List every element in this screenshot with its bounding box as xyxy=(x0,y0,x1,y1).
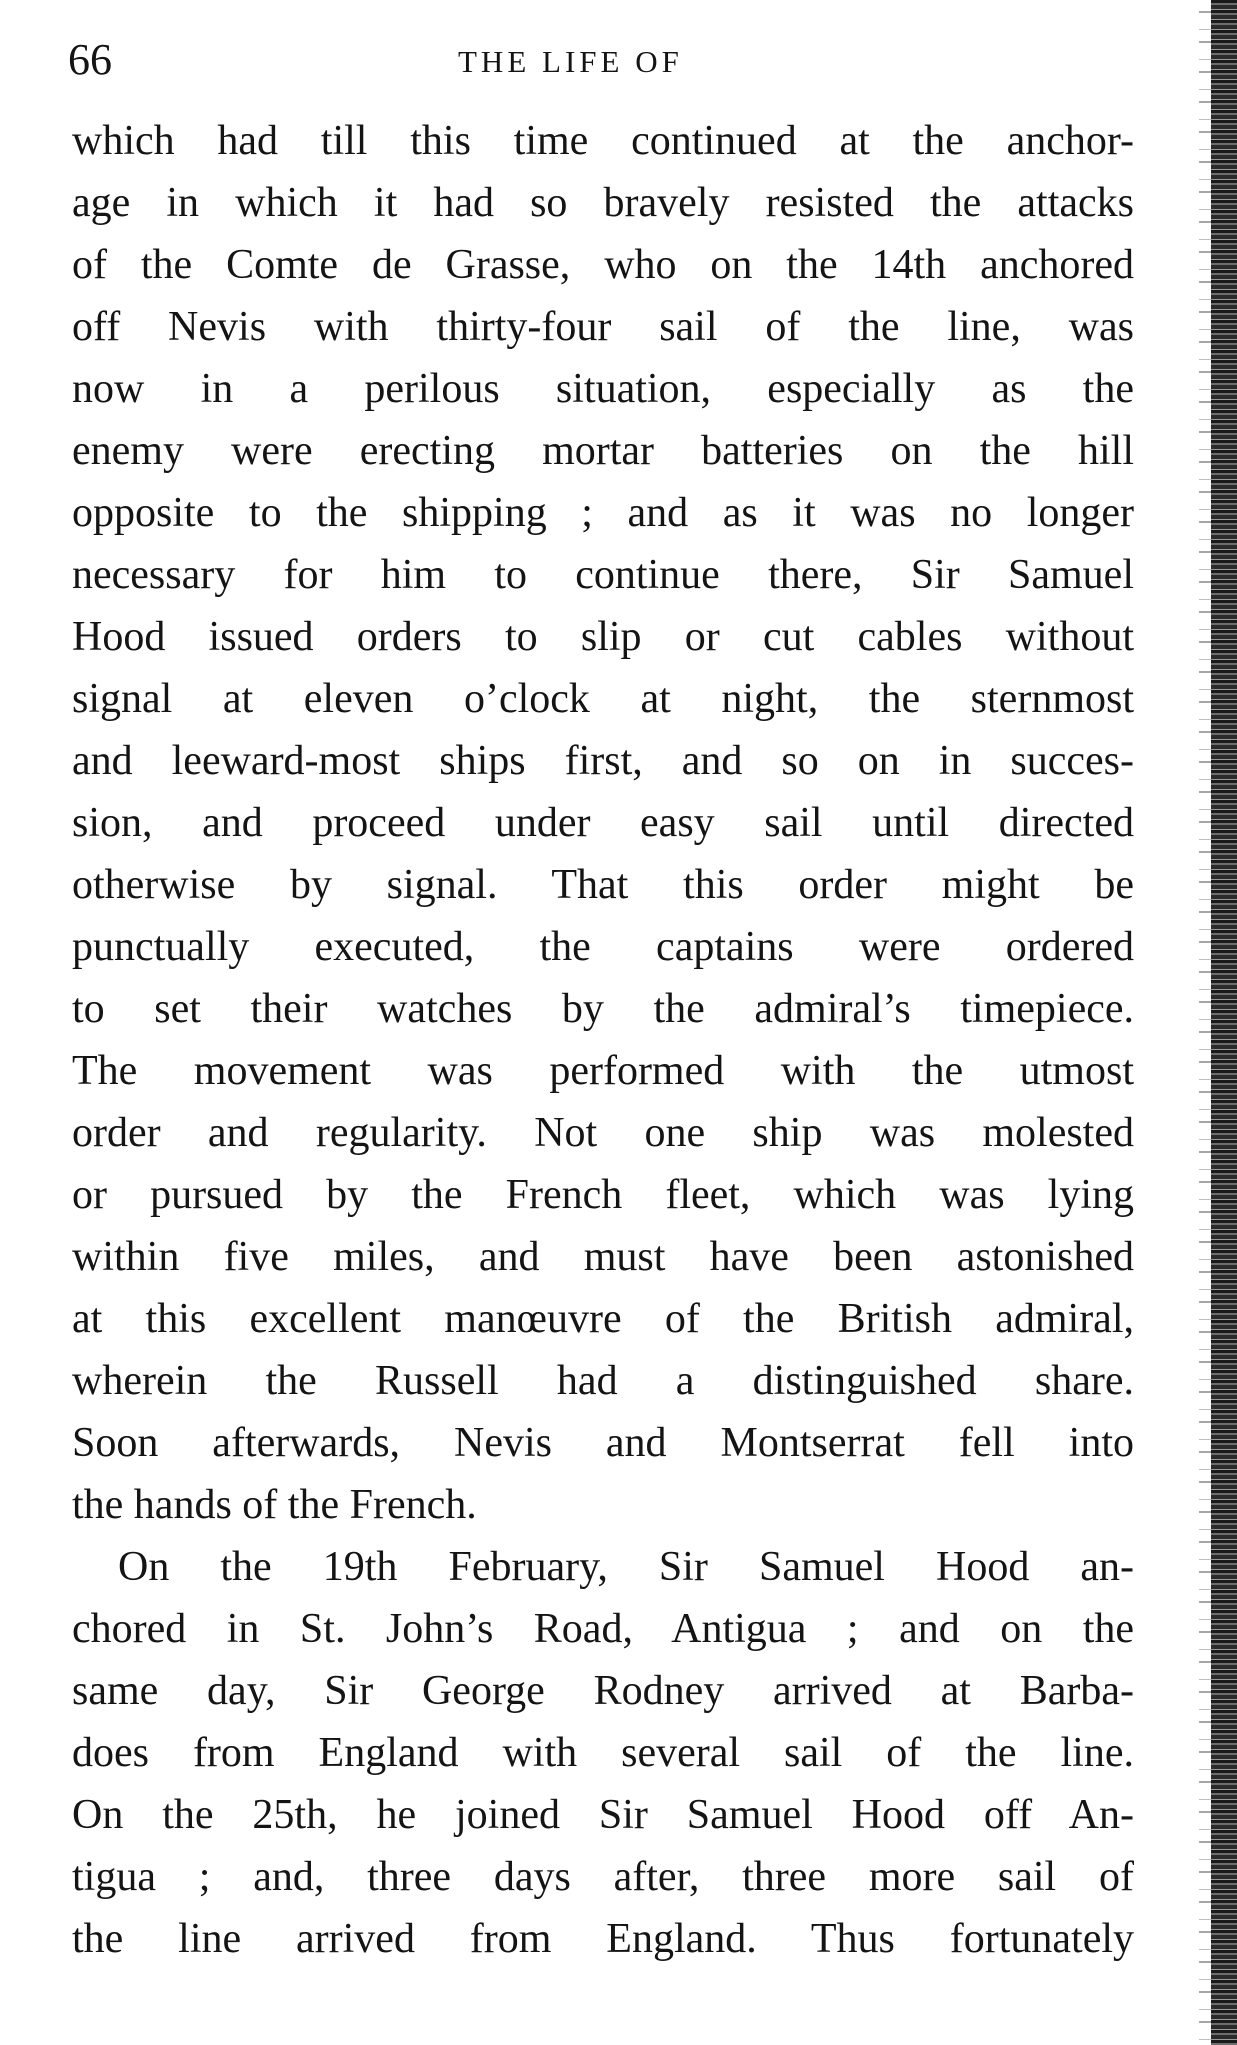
text-line: chored in St. John’s Road, Antigua ; and on the xyxy=(72,1606,1134,1652)
text-line: On the 25th, he joined Sir Samuel Hood off An- xyxy=(72,1792,1134,1838)
page-edge-shadow xyxy=(1211,0,1237,2045)
text-line: order and regularity. Not one ship was molested xyxy=(72,1110,1134,1156)
page-number: 66 xyxy=(68,35,112,84)
paragraph-start-line: On the 19th February, Sir Samuel Hood an- xyxy=(118,1544,1134,1590)
text-line: opposite to the shipping ; and as it was no longer xyxy=(72,490,1134,536)
text-line: at this excellent manœuvre of the British admiral, xyxy=(72,1296,1134,1342)
text-line: tigua ; and, three days after, three more sail of xyxy=(72,1854,1134,1900)
text-line: The movement was performed with the utmost xyxy=(72,1048,1134,1094)
running-title: THE LIFE OF xyxy=(458,44,683,79)
text-line: to set their watches by the admiral’s timepiece. xyxy=(72,986,1134,1032)
text-line: punctually executed, the captains were ordered xyxy=(72,924,1134,970)
text-line: the line arrived from England. Thus fortunately xyxy=(72,1916,1134,1962)
text-line: which had till this time continued at the anchor- xyxy=(72,118,1134,164)
text-line: wherein the Russell had a distinguished share. xyxy=(72,1358,1134,1404)
text-line: of the Comte de Grasse, who on the 14th anchored xyxy=(72,242,1134,288)
text-line: signal at eleven o’clock at night, the sternmost xyxy=(72,676,1134,722)
text-line: does from England with several sail of the line. xyxy=(72,1730,1134,1776)
text-line: necessary for him to continue there, Sir Samuel xyxy=(72,552,1134,598)
text-line: off Nevis with thirty-four sail of the line, was xyxy=(72,304,1134,350)
text-line: within five miles, and must have been astonished xyxy=(72,1234,1134,1280)
text-line: Soon afterwards, Nevis and Montserrat fell into xyxy=(72,1420,1134,1466)
text-line: sion, and proceed under easy sail until directed xyxy=(72,800,1134,846)
text-line: and leeward-most ships first, and so on in succes- xyxy=(72,738,1134,784)
text-line: same day, Sir George Rodney arrived at Barba- xyxy=(72,1668,1134,1714)
running-head xyxy=(68,30,1128,90)
text-line: enemy were erecting mortar batteries on the hill xyxy=(72,428,1134,474)
text-line: now in a perilous situation, especially as the xyxy=(72,366,1134,412)
text-line: Hood issued orders to slip or cut cables without xyxy=(72,614,1134,660)
text-line: otherwise by signal. That this order might be xyxy=(72,862,1134,908)
body-text xyxy=(72,110,1134,1970)
text-line: or pursued by the French fleet, which was lying xyxy=(72,1172,1134,1218)
paragraph-end-line: the hands of the French. xyxy=(72,1482,477,1528)
text-line: age in which it had so bravely resisted the attacks xyxy=(72,180,1134,226)
